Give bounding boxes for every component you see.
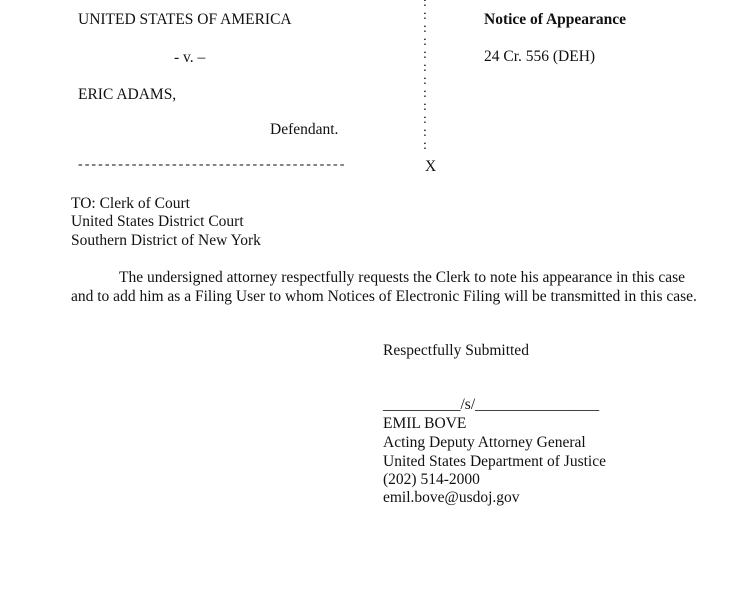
caption-colon: : [423,99,427,114]
signer-phone: (202) 514-2000 [383,471,480,488]
plaintiff-name: UNITED STATES OF AMERICA [78,11,292,28]
signer-name: EMIL BOVE [383,415,467,432]
caption-colon: : [423,138,427,153]
recipient-line-1: TO: Clerk of Court [71,195,190,212]
document-title: Notice of Appearance [484,11,627,28]
signer-department: United States Department of Justice [383,453,606,470]
signer-title: Acting Deputy Attorney General [383,434,586,451]
caption-divider [78,157,346,173]
caption-colon-column [423,0,433,160]
defendant-role: Defendant. [270,121,339,138]
caption-divider-dashes: ---------------------------------------- [78,157,347,172]
case-number: 24 Cr. 556 (DEH) [484,48,596,65]
defendant-name: ERIC ADAMS, [78,86,177,103]
caption-colon: : [423,34,427,49]
versus-marker: - v. – [174,49,206,66]
caption-colon: : [423,60,427,75]
signature-line: __________/s/________________ [383,396,600,413]
signer-email: emil.bove@usdoj.gov [383,489,520,506]
caption-divider-end: X [425,158,437,175]
caption-colon: : [423,112,427,127]
body-paragraph [71,268,711,306]
caption-colon: : [423,47,427,62]
caption-colon: : [423,73,427,88]
recipient-line-2: United States District Court [71,213,244,230]
body-paragraph-text: The undersigned attorney respectfully requests the Clerk to note his appearance in this case and to add him as a Filing User to whom Notices of Electronic Filing will be transmitted in this case. [71,269,697,305]
caption-colon: : [423,21,427,36]
caption-colon: : [423,0,427,10]
caption-colon: : [423,86,427,101]
closing: Respectfully Submitted [383,342,529,359]
caption-colon: : [423,8,427,23]
caption-colon: : [423,125,427,140]
recipient-line-3: Southern District of New York [71,232,261,249]
